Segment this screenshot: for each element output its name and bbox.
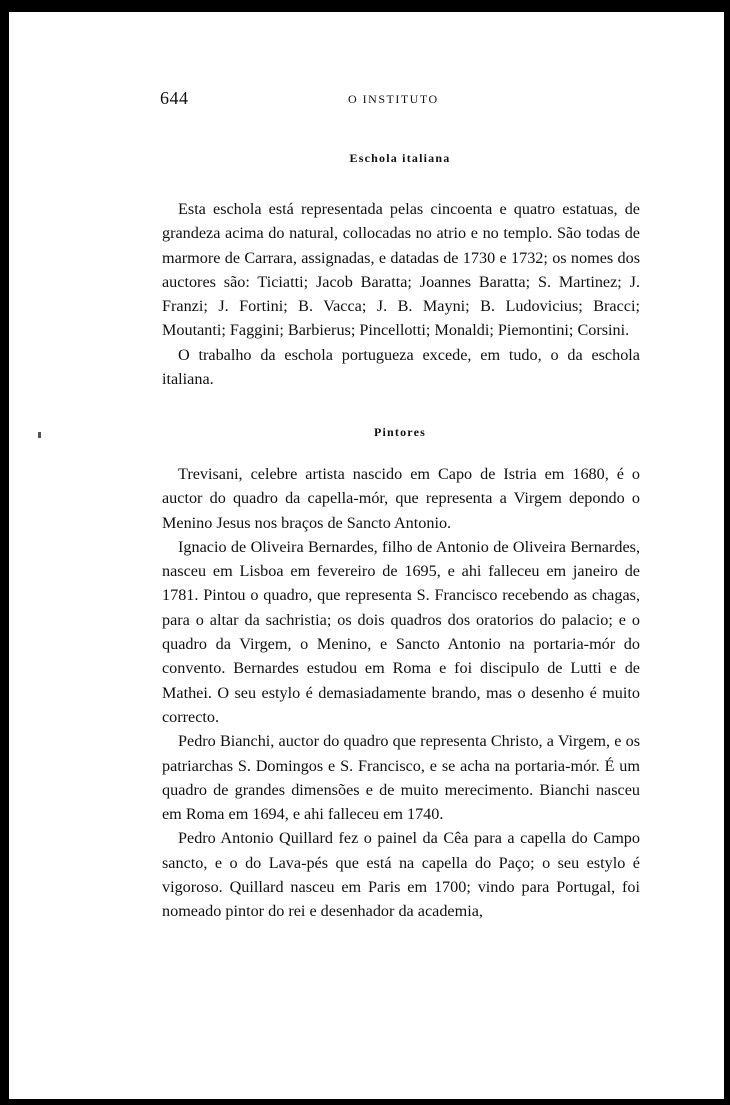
paragraph: Pedro Bianchi, auctor do quadro que representa Christo, a Virgem, e os patriarchas S. Domingos e S. Francisco, e se acha na portaria-mór. É um quadro de grandes dimensões e de muito merecimento. Bianchi nasceu em Roma em 1694, e ahi falleceu em 1740. bbox=[162, 732, 640, 824]
scan-border-left bbox=[0, 0, 9, 1105]
paragraph: Esta eschola está representada pelas cincoenta e quatro estatuas, de grandeza acima do natural, collocadas no atrio e no templo. São todas de marmore de Carrara, assignadas, e datadas de 1730 e 1732; os nomes dos auctores são: Ticiatti; Jacob Baratta; Joannes Baratta; S. Martinez; J. Franzi; J. Fortini; B. Vacca; J. B. Mayni; B. Ludovicius; Bracci; Moutanti; Faggini; Barbierus; Pincellotti; Monaldi; Piemontini; Corsini. bbox=[162, 200, 640, 340]
margin-mark bbox=[38, 432, 41, 438]
section-body-eschola-italiana bbox=[162, 197, 640, 391]
journal-title: O INSTITUTO bbox=[348, 92, 439, 106]
scan-border-bottom bbox=[0, 1099, 730, 1105]
paragraph: Pedro Antonio Quillard fez o painel da Cêa para a capella do Campo sancto, e o do Lava-pés que está na capella do Paço; o seu estylo é vigoroso. Quillard nasceu em Paris em 1700; vindo para Portugal, foi nomeado pintor do rei e desenhador da academia, bbox=[162, 829, 640, 921]
paragraph: O trabalho da eschola portugueza excede, em tudo, o da eschola italiana. bbox=[162, 345, 640, 389]
running-head bbox=[160, 88, 640, 112]
page-number: 644 bbox=[160, 88, 189, 108]
section-heading-pintores: Pintores bbox=[373, 425, 427, 439]
scan-border-top bbox=[0, 0, 730, 12]
paragraph: Trevisani, celebre artista nascido em Capo de Istria em 1680, é o auctor do quadro da capella-mór, que representa a Virgem depondo o Menino Jesus nos braços de Sancto Antonio. bbox=[162, 465, 640, 532]
paragraph: Ignacio de Oliveira Bernardes, filho de Antonio de Oliveira Bernardes, nasceu em Lisboa em fevereiro de 1695, e ahi falleceu em janeiro de 1781. Pintou o quadro, que representa S. Francisco recebendo as chagas, para o altar da sachristia; os dois quadros dos oratorios do palacio; e o quadro da Virgem, o Menino, e Sancto Antonio na portaria-mór do convento. Bernardes estudou em Roma e foi discipulo de Lutti e de Mathei. O seu estylo é demasiadamente brando, mas o desenho é muito correcto. bbox=[162, 537, 640, 726]
scan-border-right bbox=[724, 0, 730, 1105]
section-heading-eschola-italiana: Eschola italiana bbox=[349, 151, 451, 165]
section-body-pintores bbox=[162, 462, 640, 924]
